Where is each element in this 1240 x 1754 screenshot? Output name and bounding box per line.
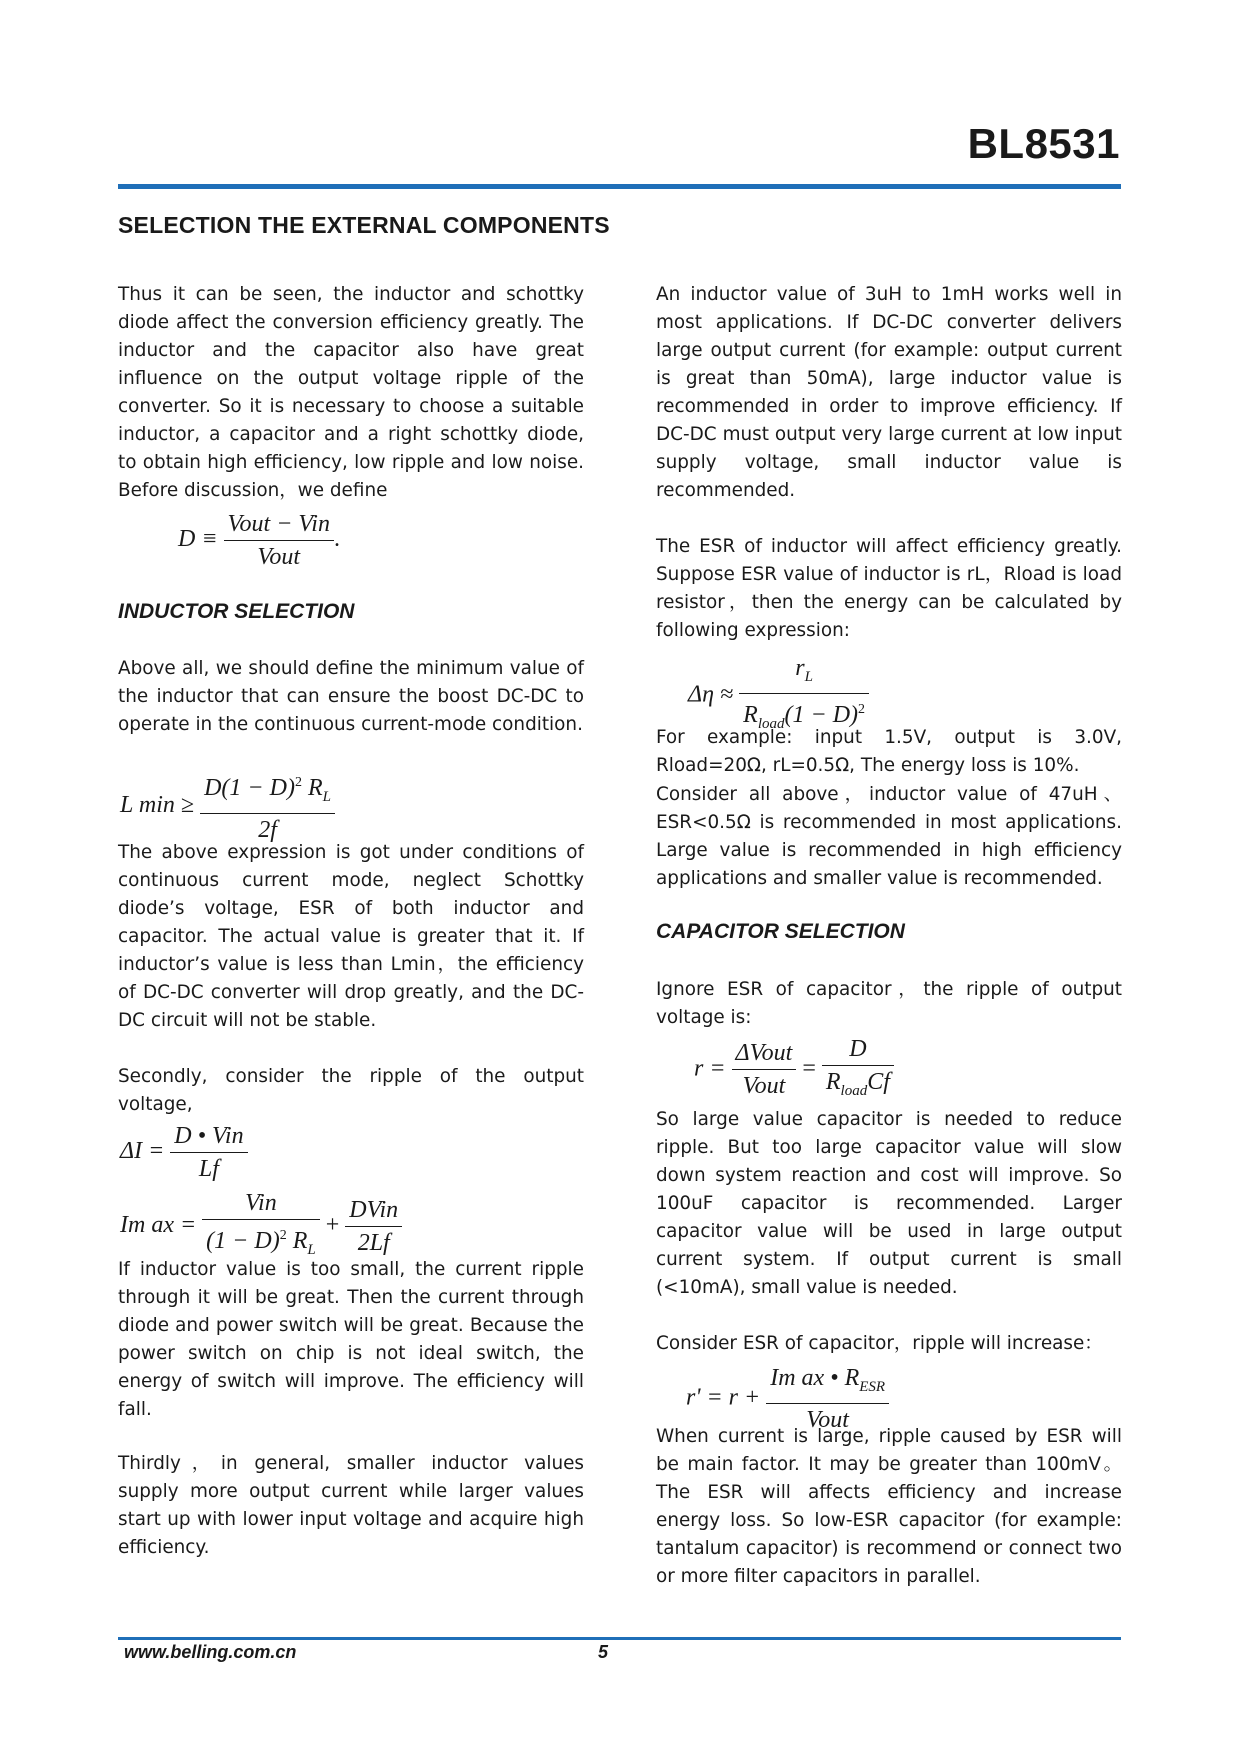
- right-esr-inductor: The ESR of inductor will affect efficiency greatly. Suppose ESR value of inductor is rL，Rload is load resistor，then the energy can be calculated by following expression:: [656, 536, 1122, 641]
- right-ignore-esr: Ignore ESR of capacitor，the ripple of output voltage is:: [656, 979, 1122, 1028]
- part-number: BL8531: [967, 120, 1120, 167]
- right-example-1: For example: input 1.5V, output is 3.0V, Rload=20Ω, rL=0.5Ω, The energy loss is 10%.: [656, 727, 1122, 776]
- equation-ripple-esr: r' = r + $\frac{Im ax • R_{ESR}}{\text{Vout}}$: [686, 1362, 889, 1436]
- footer-url: www.belling.com.cn: [124, 1642, 297, 1662]
- left-expression: The above expression is got under conditions of continuous current mode, neglect Schottky diode’s voltage, ESR of both inductor and capacitor. The actual value is greater that it. If inductor’s value is less than Lmin，the efficiency of DC-DC converter will drop greatly, and the DC-DC circuit will not be stable.: [118, 842, 584, 1031]
- equation-d: D ≡ $\frac{\text{Vout − Vin}}{\text{Vout}}$ .: [178, 508, 340, 573]
- equation-imax-fraction-1: $\frac{\text{Vin}}{(1 - D)^2 R_L}$: [202, 1187, 320, 1266]
- capacitor-selection-heading: CAPACITOR SELECTION: [656, 920, 905, 943]
- left-intro: Thus it can be seen, the inductor and schottky diode affect the conversion efficiency greatly. The inductor and the capacitor also have great influence on the output voltage ripple of the converter. So it is necessary to choose a suitable inductor, a capacitor and a right schottky diode, to obtain high efficiency, low ripple and low noise. Before discussion，we define: [118, 284, 584, 501]
- right-consider-esr: Consider ESR of capacitor，ripple will increase：: [656, 1333, 1103, 1354]
- left-secondly: Secondly, consider the ripple of the output voltage,: [118, 1066, 584, 1115]
- equation-imax: Im ax = $\frac{\text{Vin}}{(1 - D)^2 R_L}$ + $\frac{\text{DVin}}{2Lf}$: [120, 1187, 402, 1266]
- inductor-selection-heading: INDUCTOR SELECTION: [118, 600, 355, 623]
- equation-ripple: r = $\frac{\text{ΔVout}}{\text{Vout}}$ = $\frac{D}{R_{load}Cf}$: [694, 1033, 894, 1107]
- equation-delta-i-fraction: $\frac{\text{D • Vin}}{Lf}$: [170, 1120, 247, 1185]
- right-inductor-value: An inductor value of 3uH to 1mH works well in most applications. If DC-DC converter delivers large output current (for example: output current is great than 50mA), large inductor value is recommended in order to improve efficiency. If DC-DC must output very large current at low input supply voltage, small inductor value is recommended.: [656, 284, 1122, 501]
- section-title: SELECTION THE EXTERNAL COMPONENTS: [118, 212, 610, 238]
- right-example-2: Consider all above，inductor value of 47uH、ESR<0.5Ω is recommended in most applications. Large value is recommended in high efficiency applications and smaller value is recommended.: [656, 784, 1122, 889]
- left-above-all: Above all, we should define the minimum value of the inductor that can ensure the boost DC-DC to operate in the continuous current-mode condition.: [118, 658, 584, 735]
- equation-imax-fraction-2: $\frac{\text{DVin}}{2Lf}$: [345, 1194, 402, 1259]
- right-when-current: When current is large, ripple caused by ESR will be main factor. It may be greater than 100mV。 The ESR will affects efficiency and increase energy loss. So low-ESR capacitor (for example: tantalum capacitor) is recommend or connect two or more filter capacitors in parallel.: [656, 1426, 1122, 1587]
- left-if-small: If inductor value is too small, the current ripple through it will be great. Then the current through diode and power switch will be great. Because the power switch on chip is not ideal switch, the energy of switch will improve. The efficiency will fall.: [118, 1259, 584, 1420]
- equation-d-fraction: $\frac{\text{Vout − Vin}}{\text{Vout}}$: [224, 508, 334, 573]
- equation-efficiency-loss: Δη ≈ $\frac{r_L}{R_{load}(1 - D)^2}$: [688, 652, 869, 740]
- left-thirdly: Thirdly，in general, smaller inductor values supply more output current while larger values start up with lower input voltage and acquire high efficiency.: [118, 1453, 584, 1558]
- equation-efficiency-loss-fraction: $\frac{r_L}{R_{load}(1 - D)^2}$: [739, 652, 869, 740]
- right-so-large: So large value capacitor is needed to reduce ripple. But too large capacitor value will slow down system reaction and cost will improve. So 100uF capacitor is recommended. Larger capacitor value will be used in large output current system. If output current is small (<10mA), small value is needed.: [656, 1109, 1122, 1298]
- footer-rule: [118, 1637, 1121, 1640]
- equation-lmin-fraction: $\frac{D(1 - D)^2 R_L}{2f}$: [200, 767, 335, 846]
- page-number: 5: [598, 1642, 609, 1662]
- equation-ripple-fraction-1: $\frac{\text{ΔVout}}{\text{Vout}}$: [732, 1037, 797, 1102]
- header-rule: [118, 184, 1121, 189]
- equation-ripple-fraction-2: $\frac{D}{R_{load}Cf}$: [822, 1033, 894, 1107]
- equation-lmin: L min ≥ $\frac{D(1 - D)^2 R_L}{2f}$: [120, 767, 335, 846]
- equation-delta-i: ΔI = $\frac{\text{D • Vin}}{Lf}$: [120, 1120, 248, 1185]
- equation-ripple-esr-fraction: $\frac{Im ax • R_{ESR}}{\text{Vout}}$: [766, 1362, 889, 1436]
